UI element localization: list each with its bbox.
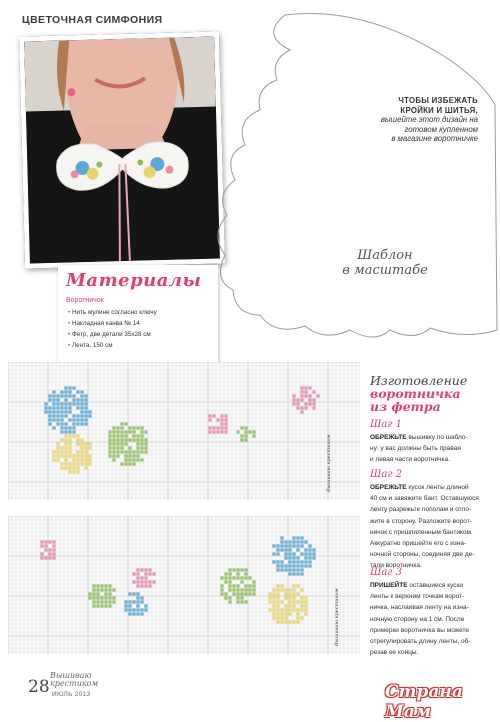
materials-subtitle: Воротничок [66,297,104,304]
chart-logo: Вышиваю крестиком [326,434,332,492]
model-photo [19,31,225,268]
step-line: ночной стороны, соединяя две де- [370,551,475,559]
chart-logo: Вышиваю крестиком [334,588,340,646]
collar-photo-illustration [24,37,220,264]
step-2-text [370,482,492,572]
stitch-pink-flower [292,386,319,413]
magazine-logo-line: крестиком [50,679,99,688]
step-line: оставшиеся куски [407,582,464,589]
step-line: отрегулировать длину ленты, об- [370,638,471,646]
tip-line: ЧТОБЫ ИЗБЕЖАТЬ [398,96,478,105]
step-line: тали воротничка. [370,562,422,570]
step-2-verb: ОБРЕЖЬТЕ [370,484,407,491]
cross-stitch-chart-left [8,362,360,500]
step-line: и левая части воротничка. [370,456,450,464]
step-1-text [370,432,492,466]
step-line: ленты к верхним точкам ворот- [370,593,465,601]
step-line: ничка, наслаивая ленту на изна- [370,604,469,612]
step-line: ничок с пришпиленным бантиком. [370,528,473,536]
step-3-text [370,580,492,658]
instructions-title [370,374,490,413]
template-label-line: Шаблон [357,248,413,263]
stitch-pink-flower [208,414,227,433]
instructions-title-line: из фетра [370,399,441,414]
materials-title: Материалы [66,270,202,291]
instructions-title-line: Изготовление [370,373,468,388]
page-number: 28 [28,677,50,697]
step-line: вышивку по шабло- [406,434,468,441]
step-2-heading: Шаг 2 [370,469,402,480]
instructions-title-line: воротничка [370,386,461,401]
issue-date: ИЮЛЬ 2013 [52,691,91,698]
materials-item: • Нить мулине согласно ключу [68,307,157,318]
collar-template-outline [215,10,500,345]
step-line: жите в сторону. Разложите ворот- [370,517,472,525]
step-line: 40 см и завяжите бант. Оставшуюся [370,495,479,503]
template-label [335,248,435,278]
materials-list [60,307,157,351]
materials-item: • Фетр, две детали 35х28 см [68,329,157,340]
materials-item: • Лента, 150 см [68,340,157,351]
tip-line: готовом купленном [404,124,478,134]
step-line: ночную сторону на 1 см. После [370,615,465,623]
tip-line: в магазине воротничке [391,134,478,143]
step-line: резав ее концы. [370,649,419,657]
step-line: ну: у вас должны быть правая [370,445,461,453]
step-1-heading: Шаг 1 [370,419,402,430]
magazine-logo-line: Вышиваю [50,671,92,680]
step-line: Аккуратно пришейте его с изна- [370,540,467,548]
stitch-green-leaves [220,568,255,603]
cross-stitch-chart-right [8,516,360,654]
section-title: ЦВЕТОЧНАЯ СИМФОНИЯ [22,14,163,26]
tip-line: КРОЙКИ И ШИТЬЯ, [400,105,478,115]
step-1-verb: ОБРЕЖЬТЕ [370,434,407,441]
step-line: кусок ленты длиной [406,484,469,491]
template-tip [330,96,478,144]
template-label-line: в масштабе [342,263,428,278]
step-3-heading: Шаг 3 [370,567,402,578]
tip-line: вышейте этот дизайн на [380,115,478,124]
magazine-logo [50,672,98,688]
chart-grid [8,516,360,654]
materials-item: • Накладная канва № 14 [68,318,157,329]
site-watermark: Страна Мам [385,682,463,722]
step-3-verb: ПРИШЕЙТЕ [370,582,408,589]
step-line: примерки воротничка вы можете [370,626,470,634]
step-line: ленту разрежьте пополам и отло- [370,506,472,514]
